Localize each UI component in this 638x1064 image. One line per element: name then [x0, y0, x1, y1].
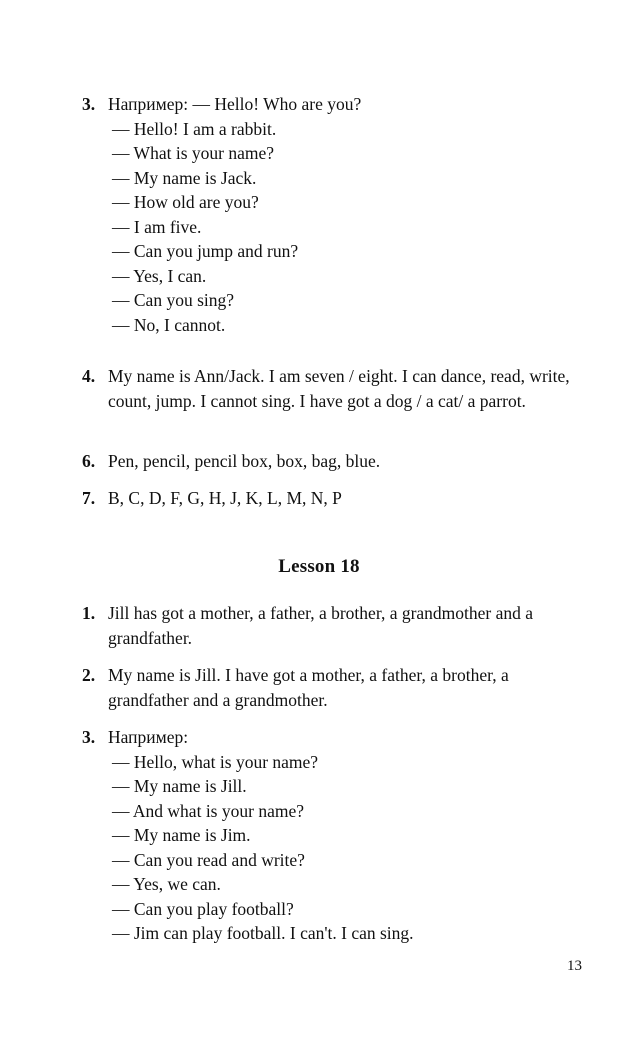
- exercise-number: 3.: [82, 94, 96, 114]
- dialogue-line: — Yes, I can.: [112, 265, 207, 286]
- exercise-3-dialogue: [82, 92, 592, 337]
- exercise-7-letters: [82, 486, 592, 511]
- dialogue-line: — Can you play football?: [112, 898, 294, 919]
- dialogue-line: — Hello, what is your name?: [112, 751, 319, 772]
- dialogue-line: — Jim can play football. I can't. I can sing.: [112, 923, 414, 943]
- dialogue-line: — Can you read and write?: [112, 849, 305, 870]
- dialogue-line: — Hello! I am a rabbit.: [112, 118, 277, 139]
- exercise-number: 6.: [82, 451, 96, 471]
- exercise-text: B, C, D, F, G, H, J, K, L, M, N, P: [108, 488, 342, 508]
- dialogue-line: — My name is Jim.: [112, 825, 251, 845]
- dialogue-line: — Can you sing?: [112, 290, 235, 310]
- exercise-text: My name is Jill. I have got a mother, a father, a brother, a grandfather and a grandmother.: [108, 665, 509, 710]
- exercise-number: 2.: [82, 665, 96, 685]
- dialogue-line: — And what is your name?: [112, 800, 304, 821]
- lesson18-exercise-2: [82, 663, 592, 712]
- dialogue-line: — My name is Jack.: [112, 167, 257, 188]
- exercise-number: 1.: [82, 603, 96, 623]
- exercise-6-words: [82, 449, 592, 474]
- exercise-number: 3.: [82, 727, 96, 747]
- dialogue-line: Например:: [108, 727, 189, 747]
- dialogue-line: — My name is Jill.: [112, 776, 247, 796]
- exercise-text: Pen, pencil, pencil box, box, bag, blue.: [108, 451, 381, 471]
- dialogue-line: — I am five.: [112, 216, 202, 237]
- dialogue-line: Например: — Hello! Who are you?: [108, 94, 362, 114]
- lesson-heading: Lesson 18: [278, 556, 360, 577]
- dialogue-line: — How old are you?: [112, 192, 259, 212]
- exercise-4-paragraph: [82, 364, 592, 413]
- exercise-number: 4.: [82, 366, 96, 386]
- exercise-number: 7.: [82, 488, 96, 508]
- lesson18-exercise-3-dialogue: [82, 725, 592, 946]
- page-number: 13: [567, 958, 582, 974]
- exercise-text: My name is Ann/Jack. I am seven / eight. I can dance, read, write, count, jump. I cannot sing. I have got a dog / a cat/ a parrot.: [108, 366, 570, 411]
- exercise-text: Jill has got a mother, a father, a brother, a grandmother and a grandfather.: [108, 603, 534, 648]
- dialogue-line: — Yes, we can.: [112, 874, 221, 894]
- lesson18-exercise-1: [82, 601, 592, 650]
- dialogue-line: — What is your name?: [112, 143, 274, 163]
- dialogue-line: — No, I cannot.: [112, 314, 226, 335]
- dialogue-line: — Can you jump and run?: [112, 241, 299, 261]
